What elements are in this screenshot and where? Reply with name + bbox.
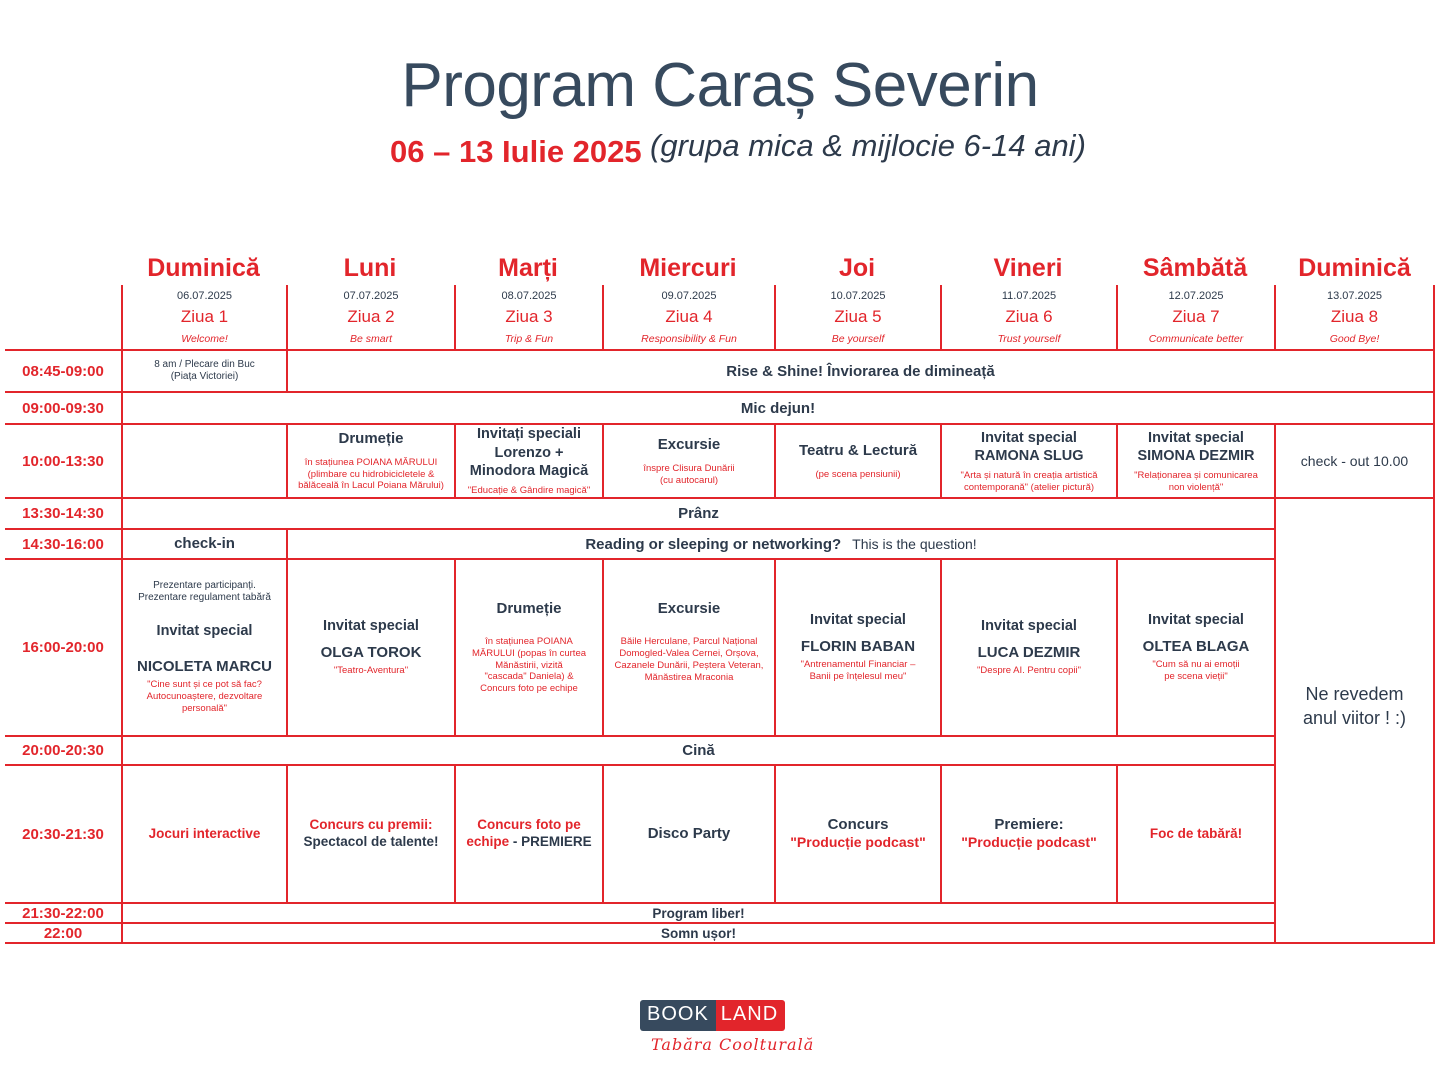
activity-detail: bălăceală în Lacul Poiana Mărului) xyxy=(298,480,444,492)
time-slot: 08:45-09:00 xyxy=(5,351,121,393)
activity-detail: MĂRULUI (popas în curtea xyxy=(471,647,587,659)
activity-cell xyxy=(454,560,602,737)
checkin: check-in xyxy=(174,535,235,552)
activity-title: Drumeție xyxy=(338,429,404,447)
activity-detail: "cascada" Daniela) & xyxy=(484,671,574,683)
guest-name: SIMONA DEZMIR xyxy=(1137,447,1255,464)
activity-detail: Mănăstirea Mraconia xyxy=(644,671,734,683)
activity-detail: "Cine sunt și ce pot să fac? xyxy=(147,679,262,691)
guest-name: RAMONA SLUG xyxy=(974,447,1084,464)
day-name: Luni xyxy=(343,254,397,282)
activity-detail: "Relaționarea și comunicarea xyxy=(1134,469,1258,481)
activity-cell xyxy=(940,560,1116,737)
departure-text: 8 am / Plecare din Buc xyxy=(154,358,255,370)
activity-detail: în stațiunea POIANA xyxy=(485,635,573,647)
sleep: Somn ușor! xyxy=(660,925,736,941)
guest-name: OLTEA BLAGA xyxy=(1142,638,1250,656)
evening-activity-detail: - PREMIERE xyxy=(509,834,592,850)
farewell-text: anul viitor ! :) xyxy=(1302,707,1407,728)
activity-title: Excursie xyxy=(657,435,721,453)
activity-detail: Prezentare participanți. xyxy=(153,579,256,591)
departure-cell xyxy=(121,351,286,393)
evening-activity: Concurs cu premii: xyxy=(309,817,433,833)
activity-cell xyxy=(1116,560,1274,737)
evening-activity: Disco Party xyxy=(647,825,731,842)
activity-title: Minodora Magică xyxy=(469,462,589,479)
activity-detail: Băile Herculane, Parcul Național xyxy=(620,636,758,647)
activity-detail: Mănăstirii, vizită xyxy=(495,659,563,671)
day-motto: Be smart xyxy=(349,332,392,345)
activity-detail: "Arta și natură în creația artistică xyxy=(960,469,1098,481)
activity-title: Invitat special xyxy=(981,429,1077,446)
day-number: Ziua 7 xyxy=(1172,306,1220,326)
farewell-text: Ne revedem xyxy=(1305,684,1404,705)
day-motto: Welcome! xyxy=(181,332,228,345)
time-slot: 20:00-20:30 xyxy=(5,737,121,766)
evening-cell xyxy=(602,766,774,904)
day-motto: Responsibility & Fun xyxy=(641,332,737,345)
activity-detail: (cu autocarul) xyxy=(659,474,719,486)
day-info xyxy=(121,285,286,351)
activity-detail: (pe scena pensiunii) xyxy=(815,468,901,480)
schedule-table xyxy=(5,240,1435,944)
activity-title: Teatru & Lectură xyxy=(798,441,918,459)
day-date: 08.07.2025 xyxy=(501,289,557,302)
time-header-empty xyxy=(5,285,121,351)
sleep-cell xyxy=(121,924,1274,944)
evening-cell xyxy=(940,766,1116,904)
activity-detail: în stațiunea POIANA MĂRULUI xyxy=(304,456,438,468)
day-number: Ziua 4 xyxy=(665,306,713,326)
day-number: Ziua 1 xyxy=(180,306,229,326)
activity-cell xyxy=(286,425,454,499)
time-slot: 16:00-20:00 xyxy=(5,560,121,737)
evening-activity: Premiere: xyxy=(994,816,1064,834)
time-slot: 13:30-14:30 xyxy=(5,499,121,530)
activity-title: Invitat special xyxy=(981,617,1077,634)
activity-detail: personală" xyxy=(181,703,228,715)
evening-activity-detail: Spectacol de talente! xyxy=(303,834,439,849)
activity-title: Excursie xyxy=(657,600,721,617)
day-date: 09.07.2025 xyxy=(661,289,717,302)
activity-cell xyxy=(774,425,940,499)
checkout-text: check - out 10.00 xyxy=(1300,453,1409,469)
logo-part-book: BOOK xyxy=(640,1000,716,1031)
evening-activity: echipe xyxy=(466,834,510,850)
lunch-cell xyxy=(121,499,1274,530)
activity-detail: non violență" xyxy=(1168,481,1224,493)
morning-exercise: Rise & Shine! Înviorarea de dimineață xyxy=(726,362,995,380)
activity-detail: "Cum să nu ai emoții xyxy=(1152,659,1240,671)
activity-detail: (plimbare cu hidrobicicletele & xyxy=(307,468,435,480)
guest-name: OLGA TOROK xyxy=(320,644,422,662)
activity-detail: "Educație & Gândire magică" xyxy=(467,484,591,496)
departure-place: (Piața Victoriei) xyxy=(170,371,239,382)
morning-exercise-cell xyxy=(286,351,1435,393)
activity-cell xyxy=(121,560,286,737)
breakfast: Mic dejun! xyxy=(740,399,816,417)
evening-activity: Concurs foto pe xyxy=(477,816,581,832)
activity-detail: Domogled-Valea Cernei, Orșova, xyxy=(619,647,759,659)
activity-cell xyxy=(286,560,454,737)
day-info xyxy=(602,285,774,351)
activity-detail: Autocunoaștere, dezvoltare xyxy=(146,691,263,703)
day-date: 12.07.2025 xyxy=(1168,289,1224,302)
evening-activity: Foc de tabără! xyxy=(1149,825,1243,841)
activity-cell xyxy=(1116,425,1274,499)
checkout-cell xyxy=(1274,425,1435,499)
activity-detail: Prezentare regulament tabără xyxy=(138,592,271,604)
activity-title: Invitat special xyxy=(810,611,906,628)
time-slot: 21:30-22:00 xyxy=(5,904,121,924)
day-name: Duminică xyxy=(147,254,260,282)
checkin-cell xyxy=(121,530,286,560)
activity-cell xyxy=(602,425,774,499)
day-number: Ziua 6 xyxy=(1005,306,1053,326)
farewell-cell xyxy=(1274,499,1435,944)
activity-title: Invitați speciali xyxy=(477,426,581,443)
evening-cell xyxy=(454,766,602,904)
activity-cell xyxy=(602,560,774,737)
activity-cell xyxy=(940,425,1116,499)
guest-name: NICOLETA MARCU xyxy=(137,658,272,676)
activity-detail: "Teatro-Aventura" xyxy=(333,665,409,677)
camp-dates: 06 – 13 Iulie 2025 xyxy=(390,134,642,169)
activity-detail: Concurs foto pe echipe xyxy=(480,683,578,695)
day-number: Ziua 8 xyxy=(1330,306,1379,326)
day-date: 10.07.2025 xyxy=(830,289,886,302)
activity-detail: Banii pe înțelesul meu" xyxy=(809,671,907,683)
guest-name: FLORIN BABAN xyxy=(800,638,916,656)
activity-cell xyxy=(454,425,602,499)
activity-detail: "Antrenamentul Financiar – xyxy=(800,659,916,671)
activity-detail: înspre Clisura Dunării xyxy=(643,462,735,474)
activity-title: Lorenzo + xyxy=(494,444,564,461)
day-number: Ziua 2 xyxy=(347,306,395,326)
rest-question: This is the question! xyxy=(852,536,977,552)
day-date: 13.07.2025 xyxy=(1326,289,1383,302)
day-number: Ziua 3 xyxy=(505,306,553,326)
evening-activity: Concurs xyxy=(827,816,889,834)
day-name: Sâmbătă xyxy=(1142,254,1248,282)
day-number: Ziua 5 xyxy=(834,306,882,326)
age-group-subtitle: (grupa mica & mijlocie 6-14 ani) xyxy=(650,128,1086,163)
day-motto: Communicate better xyxy=(1148,332,1244,345)
free-program: Program liber! xyxy=(652,905,745,921)
activity-detail: Cazanele Dunării, Peștera Veteran, xyxy=(614,659,764,671)
day-name: Vineri xyxy=(993,254,1063,282)
day-motto: Good Bye! xyxy=(1329,332,1380,345)
day-name: Joi xyxy=(838,254,876,282)
day-motto: Be yourself xyxy=(831,332,885,345)
day-info xyxy=(286,285,454,351)
activity-title: Invitat special xyxy=(1148,611,1244,628)
day-date: 06.07.2025 xyxy=(176,289,233,302)
day-motto: Trip & Fun xyxy=(504,332,554,345)
dinner: Cină xyxy=(682,742,715,759)
page-title: Program Caraș Severin xyxy=(401,51,1039,120)
free-program-cell xyxy=(121,904,1274,924)
day-info xyxy=(1116,285,1274,351)
day-info xyxy=(940,285,1116,351)
day-name: Miercuri xyxy=(639,254,737,282)
day-name: Duminică xyxy=(1298,254,1411,282)
day-info xyxy=(454,285,602,351)
evening-cell xyxy=(774,766,940,904)
activity-detail: pe scena vieții" xyxy=(1164,671,1228,683)
time-slot: 20:30-21:30 xyxy=(5,766,121,904)
activity-title: Invitat special xyxy=(1148,429,1244,446)
day-date: 07.07.2025 xyxy=(343,289,399,302)
evening-cell xyxy=(286,766,454,904)
activity-title: Drumeție xyxy=(496,599,562,617)
rest-cell xyxy=(286,530,1274,560)
activity-detail: contemporană" (atelier pictură) xyxy=(963,481,1095,493)
logo-part-land: LAND xyxy=(716,1000,785,1031)
day-info xyxy=(1274,285,1435,351)
dinner-cell xyxy=(121,737,1274,766)
breakfast-cell xyxy=(121,393,1435,425)
guest-name: LUCA DEZMIR xyxy=(977,644,1081,662)
day-name: Marți xyxy=(498,254,558,282)
logo-tagline: Tabăra Coolturală xyxy=(651,1035,815,1054)
empty-cell xyxy=(121,425,286,499)
evening-cell xyxy=(121,766,286,904)
time-slot: 14:30-16:00 xyxy=(5,530,121,560)
evening-cell xyxy=(1116,766,1274,904)
day-date: 11.07.2025 xyxy=(1001,289,1057,302)
lunch: Prânz xyxy=(678,505,719,522)
bookland-logo xyxy=(640,1000,785,1031)
day-motto: Trust yourself xyxy=(997,332,1061,345)
time-slot: 10:00-13:30 xyxy=(5,425,121,499)
activity-detail: "Despre AI. Pentru copii" xyxy=(977,665,1081,677)
day-info xyxy=(774,285,940,351)
activity-title: Invitat special xyxy=(323,617,419,634)
rest-title: Reading or sleeping or networking? xyxy=(585,535,842,553)
evening-activity: Jocuri interactive xyxy=(148,825,261,841)
activity-cell xyxy=(774,560,940,737)
time-slot: 22:00 xyxy=(5,924,121,944)
evening-activity-detail: "Producție podcast" xyxy=(790,834,926,851)
time-slot: 09:00-09:30 xyxy=(5,393,121,425)
evening-activity-detail: "Producție podcast" xyxy=(961,834,1097,851)
activity-title: Invitat special xyxy=(156,622,253,639)
